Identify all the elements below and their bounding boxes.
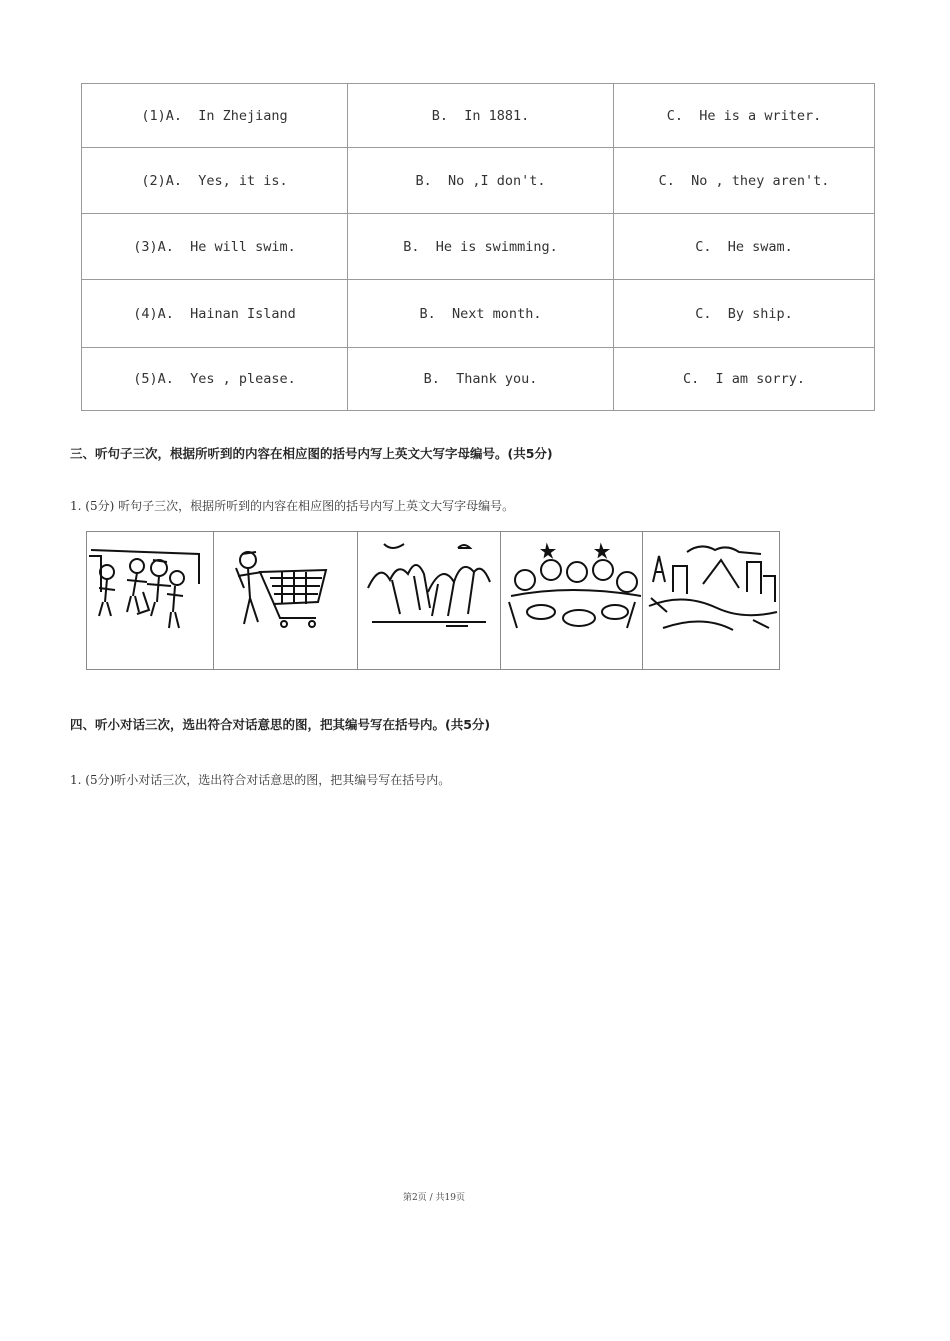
section-4-question: 1. (5分)听小对话三次，选出符合对话意思的图，把其编号写在括号内。 [70,773,451,787]
bus-passengers-sketch-icon [87,532,214,669]
picture-party [501,532,643,669]
option-cell: C. He swam. [614,214,875,280]
picture-bus [87,532,214,669]
answer-options-table [81,83,875,411]
table-row [82,280,875,348]
section-4-title: 四、听小对话三次，选出符合对话意思的图，把其编号写在括号内。(共5分) [70,717,491,732]
picture-city [643,532,779,669]
option-cell: B. He is swimming. [348,214,614,280]
option-cell: B. Next month. [348,280,614,348]
picture-strip [86,531,780,670]
city-river-sketch-icon [643,532,779,669]
option-cell: B. In 1881. [348,84,614,148]
option-cell: C. I am sorry. [614,348,875,411]
mountains-sketch-icon [358,532,501,669]
option-cell: (3)A. He will swim. [82,214,348,280]
option-cell: B. No ,I don't. [348,148,614,214]
table-row [82,348,875,411]
table-row [82,214,875,280]
shopping-cart-sketch-icon [214,532,358,669]
page-number: 第2页 / 共19页 [403,1193,465,1203]
option-cell: (5)A. Yes , please. [82,348,348,411]
section-3-title: 三、听句子三次，根据所听到的内容在相应图的括号内写上英文大写字母编号。(共5分) [70,446,553,461]
party-dinner-sketch-icon [501,532,643,669]
table-row [82,84,875,148]
option-cell: C. He is a writer. [614,84,875,148]
table-row [82,148,875,214]
option-cell: B. Thank you. [348,348,614,411]
option-cell: (2)A. Yes, it is. [82,148,348,214]
option-cell: C. By ship. [614,280,875,348]
option-cell: (4)A. Hainan Island [82,280,348,348]
option-cell: (1)A. In Zhejiang [82,84,348,148]
section-3-question: 1. (5分) 听句子三次，根据所听到的内容在相应图的括号内写上英文大写字母编号。 [70,499,515,513]
picture-shopping [214,532,358,669]
picture-mountains [358,532,501,669]
option-cell: C. No , they aren't. [614,148,875,214]
